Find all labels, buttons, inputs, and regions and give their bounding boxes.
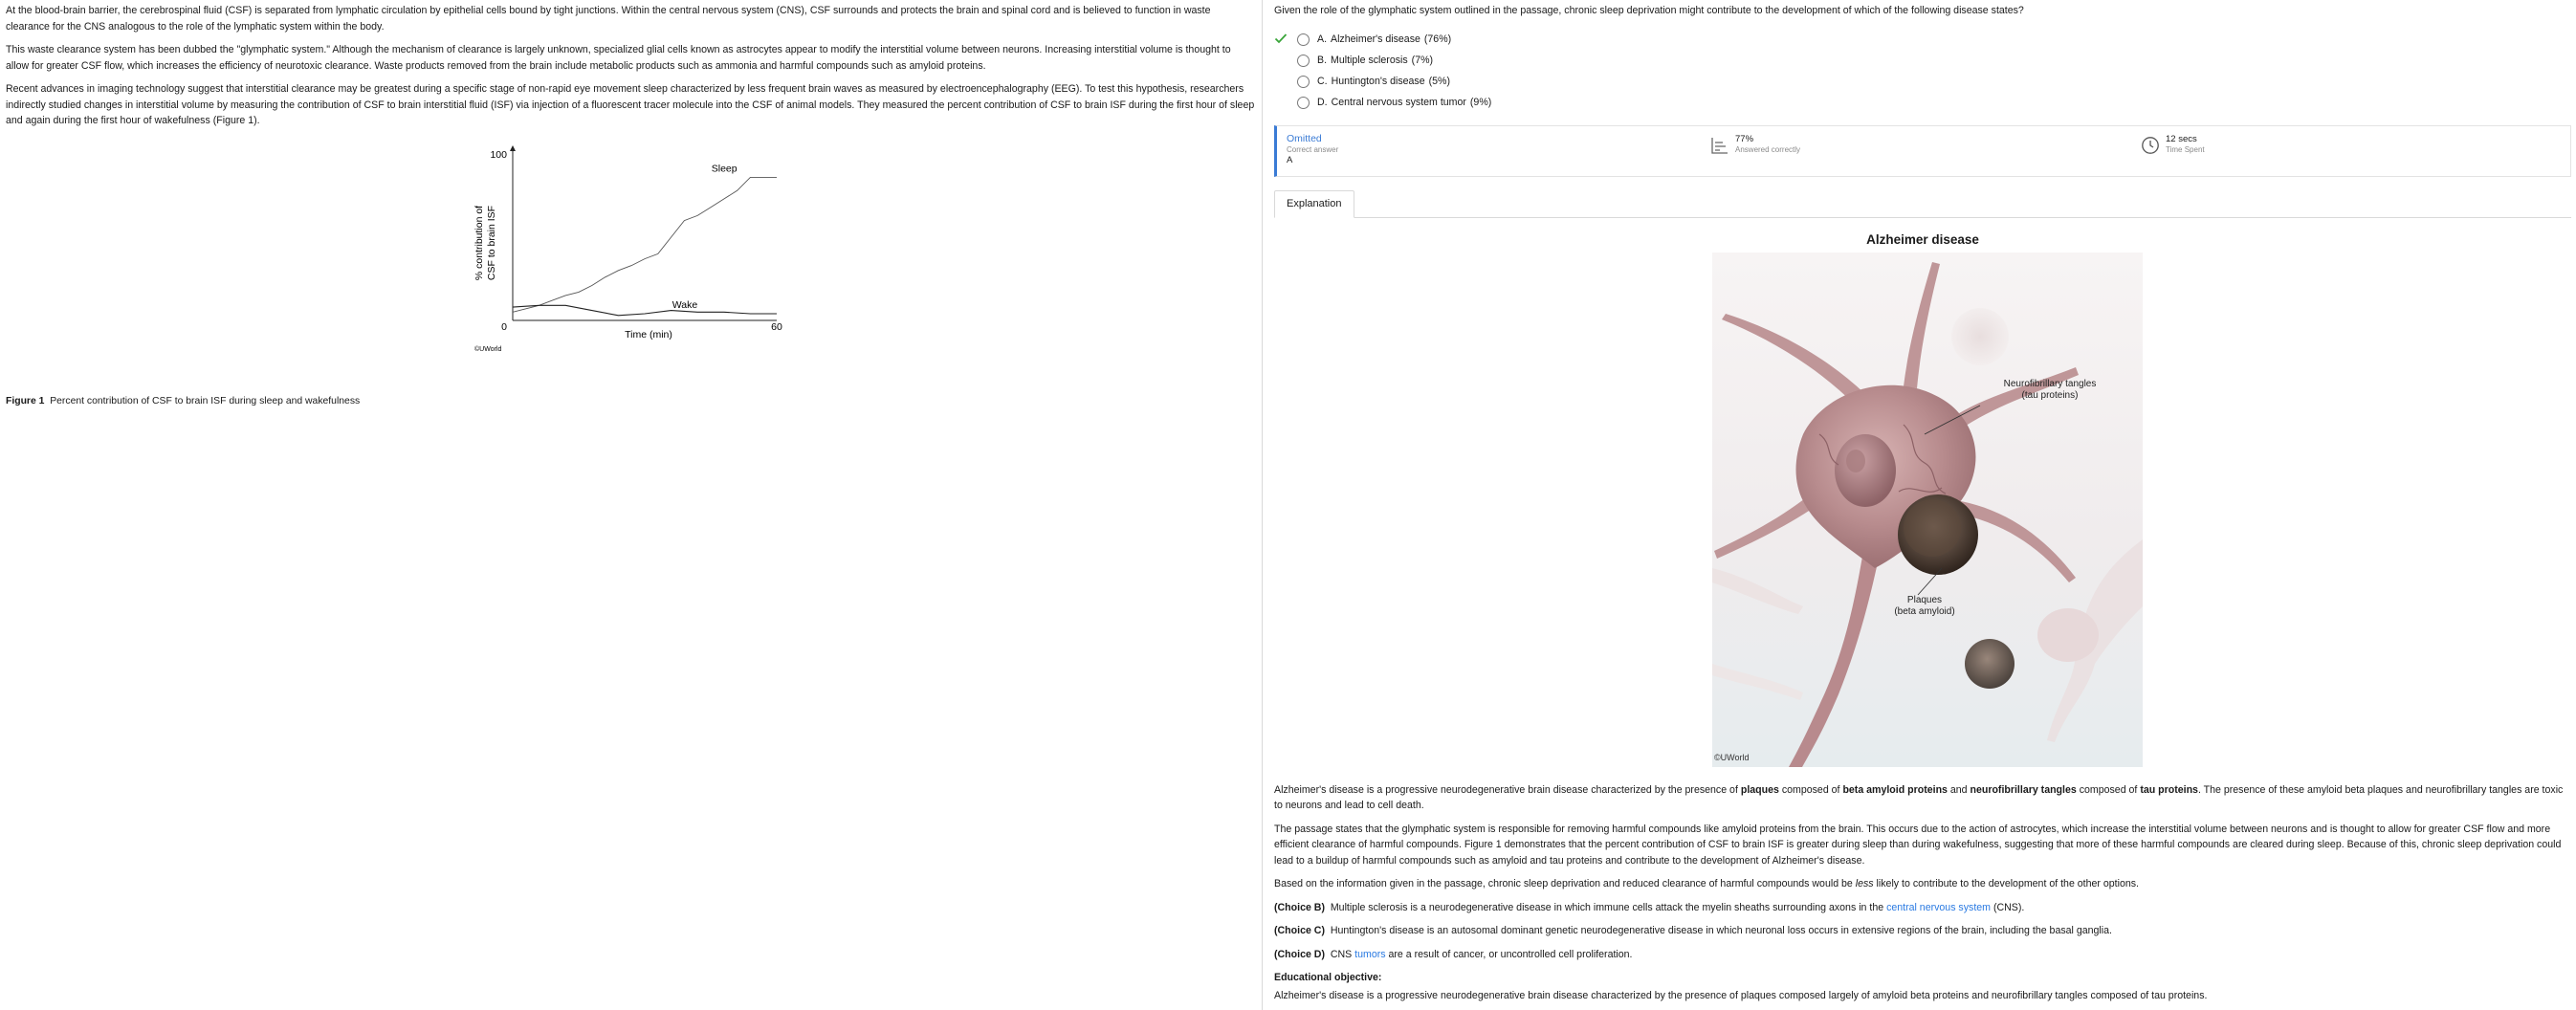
passage-paragraph-3: Recent advances in imaging technology suggest that interstitial clearance may be greatest during a specific stage of non-rapid eye movement sleep characterized by less frequent brain waves as measured by electroencephalography (EEG). To test this hypothesis, researchers indirectly studied changes in interstitial volume by measuring the contribution of CSF to brain interstitial fluid (ISF) via injection of a fluorescent tracer molecule into the CSF of animal models. They measured the percent contribution of CSF to brain ISF during the first hour of sleep and again during the first hour of wakefulness (Figure 1).	[6, 83, 1255, 126]
answer-choice-d[interactable]	[1274, 93, 2571, 114]
figure-caption	[6, 394, 1255, 410]
answer-choice-c[interactable]	[1274, 72, 2571, 93]
answer-percent: (76%)	[1423, 33, 1452, 46]
amyloid-plaque-faded	[1951, 308, 2009, 365]
bar-chart-icon	[1710, 136, 1729, 155]
italic-term: less	[1855, 878, 1874, 889]
answer-percent: (9%)	[1469, 97, 1492, 109]
passage-pane	[0, 0, 1261, 1010]
illustration-title: Alzheimer disease	[1866, 231, 1979, 247]
choice-c-explanation	[1274, 923, 2571, 939]
label-tangles-line-1: Neurofibrillary tangles	[2003, 378, 2097, 389]
correct-answer-value: A	[1287, 154, 1293, 165]
answer-letter: C.	[1317, 76, 1328, 88]
educational-objective-heading: Educational objective:	[1274, 972, 1382, 983]
pane-divider[interactable]	[1262, 0, 1263, 1010]
radio-button[interactable]	[1297, 33, 1310, 46]
bold-term: neurofibrillary tangles	[1970, 783, 2077, 796]
answer-letter: D.	[1317, 97, 1328, 109]
label-plaques-line-1: Plaques	[1906, 594, 1943, 605]
percent-correct-value: 77%	[1735, 133, 1754, 144]
passage-paragraph-1: At the blood-brain barrier, the cerebrospinal fluid (CSF) is separated from lymphatic circulation by epithelial cells bound by tight junctions. Within the central nervous system (CNS), CSF surrounds and protects the brain and spinal cord and is believed to function in waste clearance for the CNS analogous to the role of the lymphatic system within the body.	[6, 5, 1211, 33]
answer-percent: (5%)	[1428, 76, 1450, 88]
choice-tag: (Choice C)	[1274, 925, 1325, 936]
stat-percent-correct	[1710, 134, 1800, 155]
text-span: are a result of cancer, or uncontrolled cell proliferation.	[1385, 948, 1633, 960]
answer-letter: B.	[1317, 55, 1328, 67]
text-span: and	[1947, 783, 1971, 796]
radio-button[interactable]	[1297, 55, 1310, 67]
explanation-paragraph-2: The passage states that the glymphatic system is responsible for removing harmful compounds like amyloid proteins from the brain. This occurs due to the action of astrocytes, which increase the interstitial volume between neurons and is thought to allow for greater CSF flow and more efficient clearance of harmful compounds. Figure 1 demonstrates that the percent contribution of CSF to brain ISF is greater during sleep than during wakefulness, suggesting that more of these harmful compounds are cleared during sleep. Because of this, chronic sleep deprivation could lead to a buildup of harmful compounds such as amyloid and tau proteins and contribute to the development of Alzheimer's disease.	[1274, 823, 2562, 867]
illustration-copyright: ©UWorld	[1714, 753, 1750, 762]
figure-1	[6, 137, 1255, 390]
background-dendrite	[1712, 568, 1803, 614]
text-span: Huntington's disease is an autosomal dominant genetic neurodegenerative disease in which neuronal loss occurs in extensive regions of the brain, including the basal ganglia.	[1330, 925, 2112, 936]
amyloid-plaque	[1904, 499, 1961, 557]
answer-text: Central nervous system tumor	[1331, 97, 1466, 109]
link-tumors[interactable]: tumors	[1354, 948, 1386, 960]
status-subtext: Correct answer	[1287, 144, 1339, 154]
choice-tag: (Choice D)	[1274, 948, 1325, 960]
answer-percent: (7%)	[1411, 55, 1434, 67]
tab-bar	[1274, 190, 2571, 218]
neuron-drawing	[1712, 252, 2143, 767]
line-chart	[459, 137, 804, 390]
text-span: likely to contribute to the development of the other options.	[1873, 878, 2139, 889]
explanation-paragraph-1	[1274, 782, 2571, 814]
label-neurofibrillary-tangles	[1983, 379, 2117, 402]
choice-d-explanation	[1274, 947, 2571, 963]
answer-choice-b[interactable]	[1274, 51, 2571, 72]
time-spent-label: Time Spent	[2166, 144, 2205, 154]
series-label-sleep: Sleep	[711, 162, 738, 174]
educational-objective-text: Alzheimer's disease is a progressive neurodegenerative brain disease characterized by the presence of plaques composed largely of amyloid beta proteins and neurofibrillary tangles composed of tau proteins.	[1274, 989, 2208, 1001]
text-span: composed of	[1778, 783, 1843, 796]
explanation-paragraph-3	[1274, 876, 2571, 892]
bold-term: beta amyloid proteins	[1842, 783, 1948, 796]
nucleus	[1835, 434, 1896, 507]
radio-button[interactable]	[1297, 97, 1310, 109]
x-tick-label: 0	[501, 320, 507, 333]
y-tick-label: 100	[490, 148, 507, 161]
figure-label: Figure 1	[6, 395, 45, 406]
time-spent-value: 12 secs	[2166, 133, 2197, 144]
dendrite	[1904, 262, 1940, 388]
tab-explanation[interactable]: Explanation	[1274, 190, 1354, 218]
alzheimer-illustration	[1712, 252, 2143, 767]
answer-letter: A.	[1317, 33, 1328, 46]
background-neuron-body	[2037, 608, 2099, 662]
status-text: Omitted	[1287, 132, 1322, 144]
explanation-body	[1274, 782, 2571, 1004]
text-span: Based on the information given in the passage, chronic sleep deprivation and reduced clearance of harmful compounds would be	[1274, 878, 1856, 889]
x-axis-label: Time (min)	[625, 328, 672, 340]
link-central-nervous-system[interactable]: central nervous system	[1886, 901, 1991, 913]
text-span: (CNS).	[1991, 901, 2025, 913]
label-plaques	[1877, 595, 1972, 618]
answer-text: Multiple sclerosis	[1331, 55, 1408, 67]
series-line-wake	[513, 305, 777, 316]
answer-text: Huntington's disease	[1331, 76, 1425, 88]
checkmark-icon	[1274, 32, 1288, 45]
stats-bar	[1274, 125, 2571, 177]
text-span: Multiple sclerosis is a neurodegenerative disease in which immune cells attack the myelin sheaths surrounding axons in the	[1330, 901, 1887, 913]
answer-list	[1274, 30, 2571, 114]
choice-b-explanation	[1274, 900, 2571, 916]
question-pane	[1274, 0, 2571, 1010]
nucleolus	[1846, 450, 1865, 472]
x-tick-label: 60	[771, 320, 782, 333]
bold-term: tau proteins	[2140, 783, 2198, 796]
dendrite	[1722, 314, 1865, 406]
text-span: composed of	[2076, 783, 2141, 796]
choice-tag: (Choice B)	[1274, 901, 1325, 913]
bold-term: plaques	[1740, 783, 1779, 796]
label-tangles-line-2: (tau proteins)	[2021, 389, 2079, 401]
label-plaques-line-2: (beta amyloid)	[1894, 605, 1955, 617]
series-label-wake: Wake	[672, 298, 698, 311]
figure-caption-text: Percent contribution of CSF to brain ISF during sleep and wakefulness	[50, 395, 361, 406]
answer-text: Alzheimer's disease	[1331, 33, 1420, 46]
y-axis-label: % contribution ofCSF to brain ISF	[473, 205, 497, 280]
passage-paragraph-2: This waste clearance system has been dubbed the "glymphatic system." Although the mechanism of clearance is largely unknown, specialized glial cells known as astrocytes appear to modify the interstitial volume between neurons. Increasing interstitial volume is thought to allow for greater CSF flow, which increases the efficiency of neurotoxic clearance. Waste products removed from the brain include metabolic products such as ammonia and harmful compounds such as amyloid proteins.	[6, 44, 1231, 72]
text-span: CNS	[1330, 948, 1355, 960]
text-span: Alzheimer's disease is a progressive neurodegenerative brain disease characterized by the presence of	[1274, 783, 1741, 796]
percent-correct-label: Answered correctly	[1735, 144, 1801, 154]
question-stem: Given the role of the glymphatic system outlined in the passage, chronic sleep deprivation might contribute to the development of which of the following disease states?	[1274, 5, 2024, 16]
figure-copyright: ©UWorld	[474, 345, 502, 353]
text-span: . The presence of these amyloid beta plaques and neurofibrillary tangles are toxic to neurons and lead to cell death.	[1274, 783, 2564, 811]
stat-time-spent	[2141, 134, 2205, 155]
answer-choice-a[interactable]	[1274, 30, 2571, 51]
axon	[1789, 539, 1882, 767]
radio-button[interactable]	[1297, 76, 1310, 88]
background-dendrite	[1712, 664, 1803, 700]
stat-omitted	[1287, 134, 1338, 165]
series-line-sleep	[513, 177, 777, 312]
y-axis-arrow	[510, 145, 516, 151]
amyloid-plaque-small	[1965, 639, 2015, 689]
clock-icon	[2141, 136, 2160, 155]
